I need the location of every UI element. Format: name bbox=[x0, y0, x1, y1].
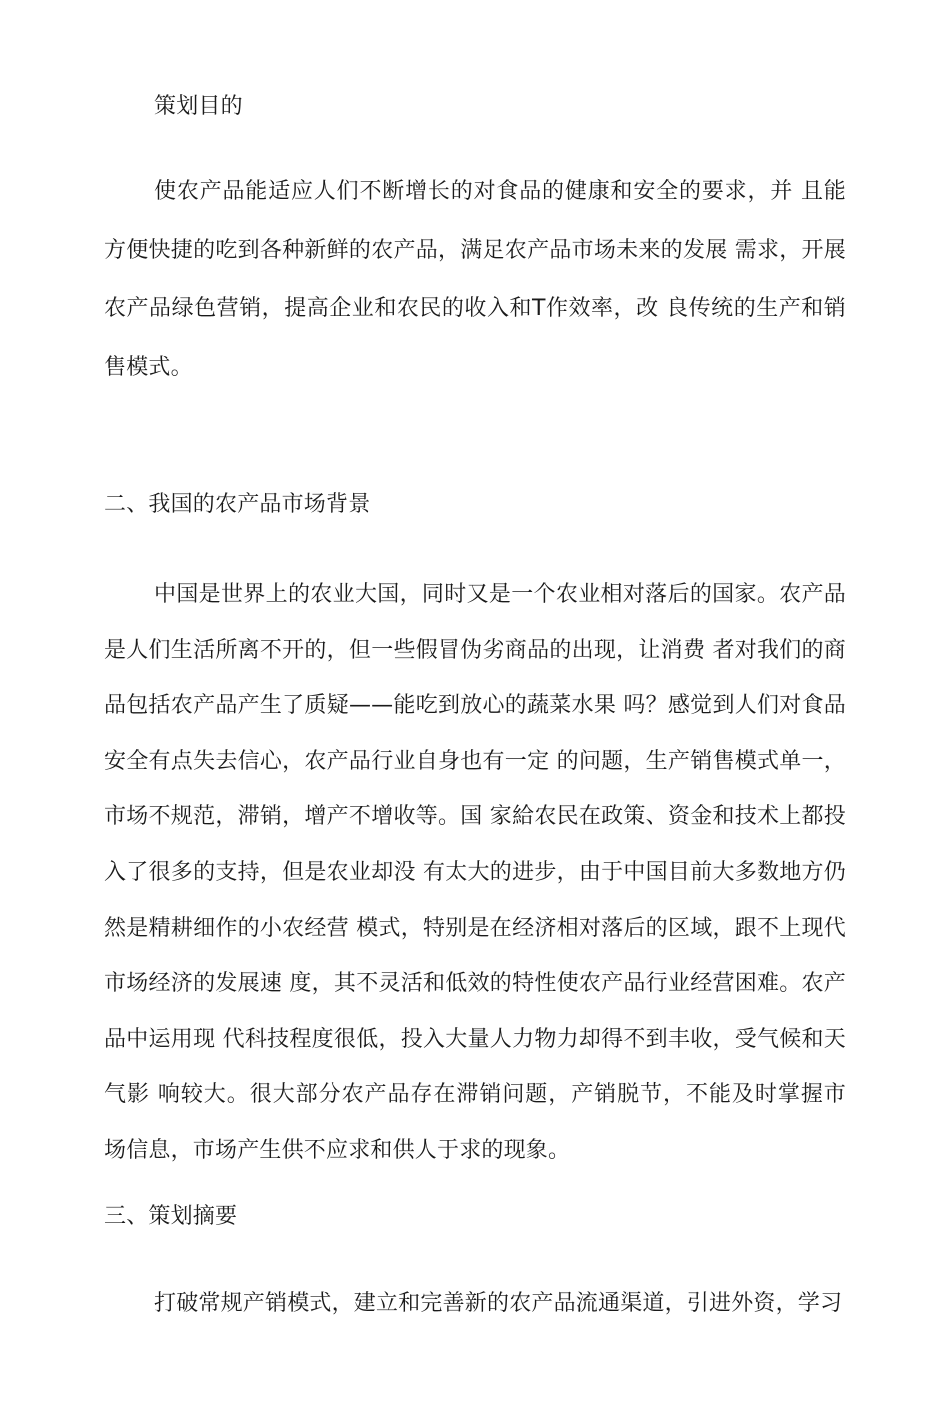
paragraph-planning-purpose: 使农产品能适应人们不断增长的对食品的健康和安全的要求，并 且能方便快捷的吃到各种新鲜的农产品，满足农产品市场未来的发展 需求，开展农产品绿色营销，提高企业和农民的收入和T作效率，改 良传统的生产和销售模式。 bbox=[104, 179, 846, 380]
section-heading-market-background: 二、我国的农产品市场背景 bbox=[104, 492, 371, 517]
paragraph-planning-summary: 打破常规产销模式，建立和完善新的农产品流通渠道，引进外资，学习 bbox=[154, 1291, 843, 1316]
section-heading-planning-summary: 三、策划摘要 bbox=[104, 1204, 238, 1229]
section-heading-planning-purpose: 策划目的 bbox=[154, 94, 243, 119]
paragraph-market-background: 中国是世界上的农业大国，同时又是一个农业相对落后的国家。农产品是人们生活所离不开的，但一些假冒伪劣商品的出现，让消费 者对我们的商品包括农产品产生了质疑——能吃到放心的蔬菜水果 吗？感觉到人们对食品安全有点失去信心，农产品行业自身也有一定 的问题，生产销售模式单一，市场不规范，滞销，增产不增收等。国 家給农民在政策、资金和技术上都投入了很多的支持，但是农业却没 有太大的进步，由于中国目前大多数地方仍然是精耕细作的小农经营 模式，特别是在经济相对落后的区域，跟不上现代市场经济的发展速 度，其不灵活和低效的特性使农产品行业经营困难。农产品中运用现 代科技程度很低，投入大量人力物力却得不到丰收，受气候和天气影 响较大。很大部分农产品存在滞销问题，产销脱节，不能及时掌握市 场信息，市场产生供不应求和供人于求的现象。 bbox=[104, 582, 846, 1163]
